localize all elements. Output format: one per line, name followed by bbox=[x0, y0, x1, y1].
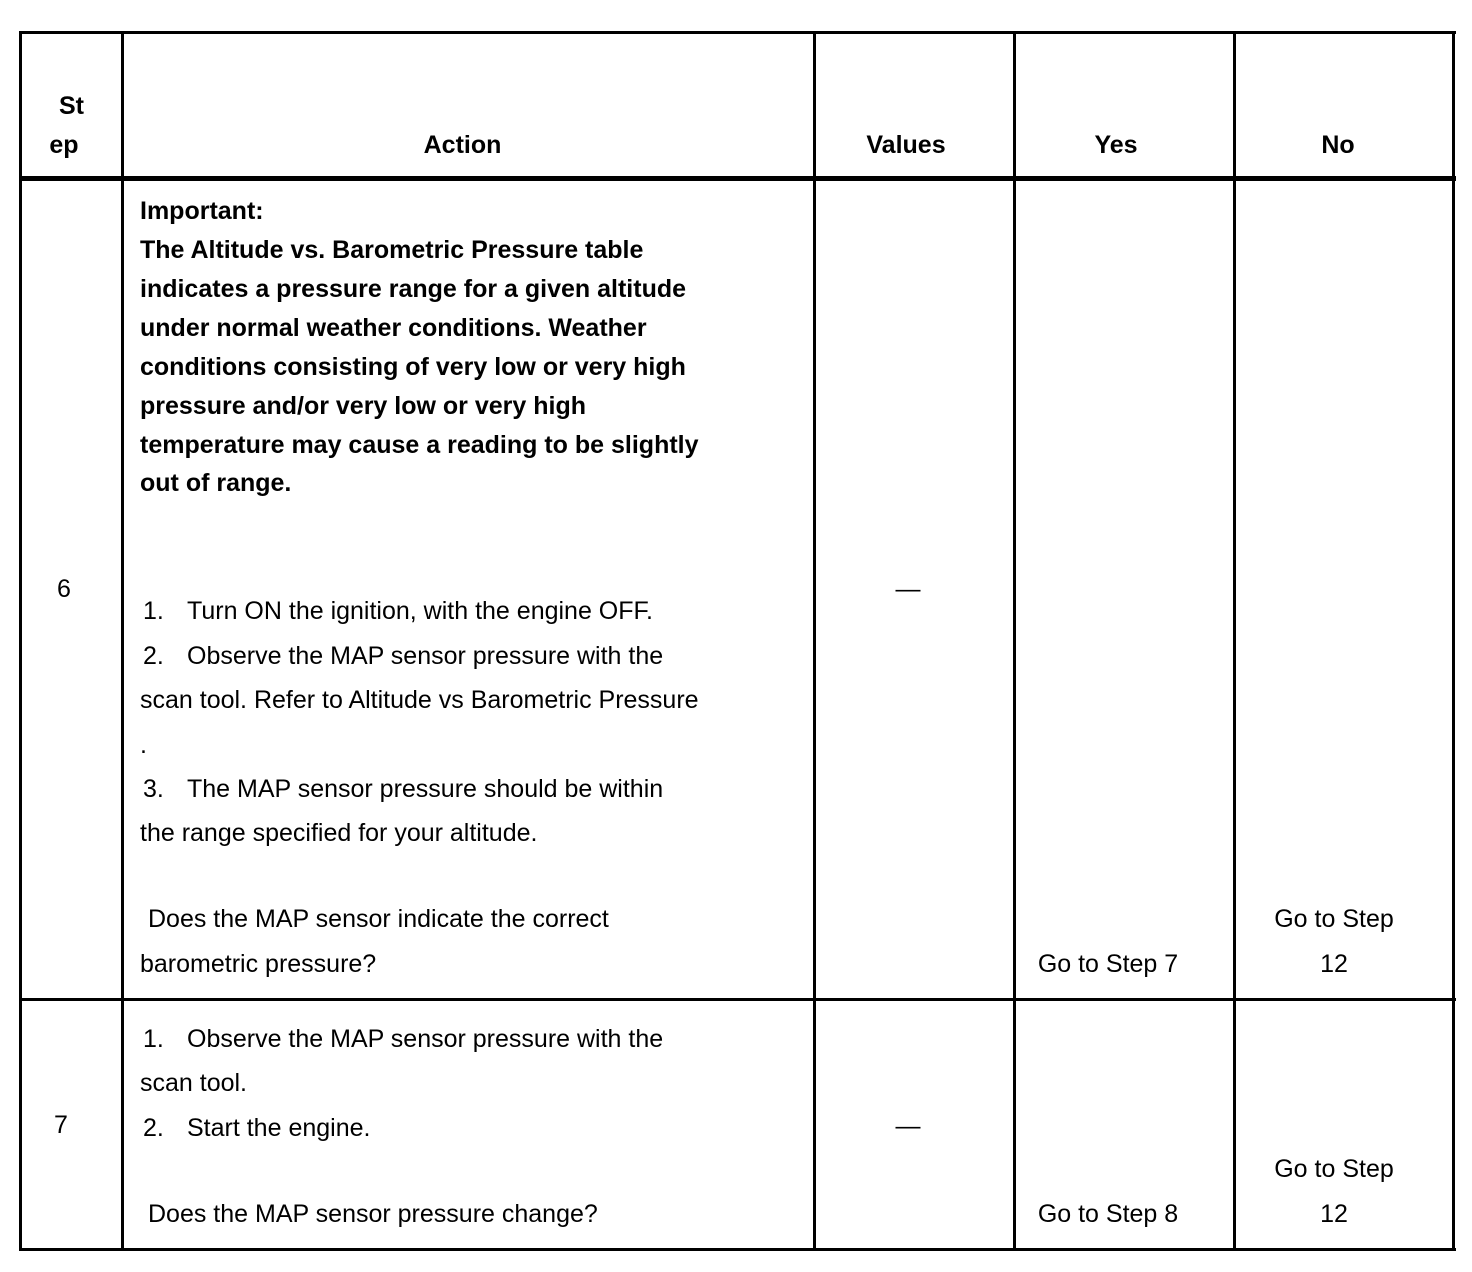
header-values: Values bbox=[866, 131, 946, 159]
table-border-top bbox=[19, 31, 1456, 34]
header-action: Action bbox=[423, 131, 502, 159]
no-cell-line1: Go to Step bbox=[1274, 905, 1394, 933]
header-step-line2: ep bbox=[49, 131, 79, 159]
header-no: No bbox=[1321, 131, 1355, 159]
question-text: Does the MAP sensor pressure change? bbox=[148, 1200, 598, 1228]
step-text: Observe the MAP sensor pressure with the bbox=[187, 642, 664, 670]
no-cell-line1: Go to Step bbox=[1274, 1155, 1394, 1183]
important-line: The Altitude vs. Barometric Pressure table bbox=[140, 236, 644, 264]
col-border-right bbox=[1452, 31, 1455, 1251]
step-text: scan tool. Refer to Altitude vs Barometric Pressure bbox=[140, 686, 699, 714]
important-line: indicates a pressure range for a given altitude bbox=[140, 275, 687, 303]
yes-cell: Go to Step 8 bbox=[1037, 1200, 1179, 1228]
important-line: temperature may cause a reading to be slightly bbox=[140, 431, 699, 459]
step-text: Observe the MAP sensor pressure with the bbox=[187, 1025, 664, 1053]
step-text: The MAP sensor pressure should be within bbox=[187, 775, 664, 803]
col-divider-yes bbox=[1233, 31, 1236, 1251]
important-line: out of range. bbox=[140, 469, 292, 497]
important-line: conditions consisting of very low or very high bbox=[140, 353, 686, 381]
col-border-left bbox=[19, 31, 22, 1251]
step-number: 2. bbox=[143, 642, 164, 670]
no-cell-line2: 12 bbox=[1320, 1200, 1348, 1228]
step-text: . bbox=[140, 731, 147, 759]
col-divider-values bbox=[1013, 31, 1016, 1251]
important-line: pressure and/or very low or very high bbox=[140, 392, 586, 420]
step-number: 2. bbox=[143, 1114, 164, 1142]
question-text: Does the MAP sensor indicate the correct bbox=[148, 905, 609, 933]
important-line: under normal weather conditions. Weather bbox=[140, 314, 647, 342]
no-cell-line2: 12 bbox=[1320, 950, 1348, 978]
row-step-number: 6 bbox=[57, 575, 71, 603]
value-cell: — bbox=[895, 1112, 921, 1140]
step-text: Turn ON the ignition, with the engine OFF. bbox=[187, 597, 653, 625]
yes-cell: Go to Step 7 bbox=[1037, 950, 1179, 978]
important-label: Important: bbox=[140, 197, 264, 225]
value-cell: — bbox=[895, 575, 921, 603]
step-number: 3. bbox=[143, 775, 164, 803]
step-text: Start the engine. bbox=[187, 1114, 371, 1142]
table-border-bottom bbox=[19, 1248, 1456, 1251]
step-number: 1. bbox=[143, 597, 164, 625]
col-divider-step bbox=[121, 31, 124, 1251]
step-text: the range specified for your altitude. bbox=[140, 819, 538, 847]
header-yes: Yes bbox=[1094, 131, 1138, 159]
col-divider-action bbox=[813, 31, 816, 1251]
header-step-line1: St bbox=[59, 92, 84, 120]
question-text: barometric pressure? bbox=[140, 950, 377, 978]
step-text: scan tool. bbox=[140, 1069, 248, 1097]
step-number: 1. bbox=[143, 1025, 164, 1053]
header-divider bbox=[19, 176, 1456, 181]
row-divider bbox=[19, 998, 1456, 1001]
row-step-number: 7 bbox=[54, 1111, 68, 1139]
